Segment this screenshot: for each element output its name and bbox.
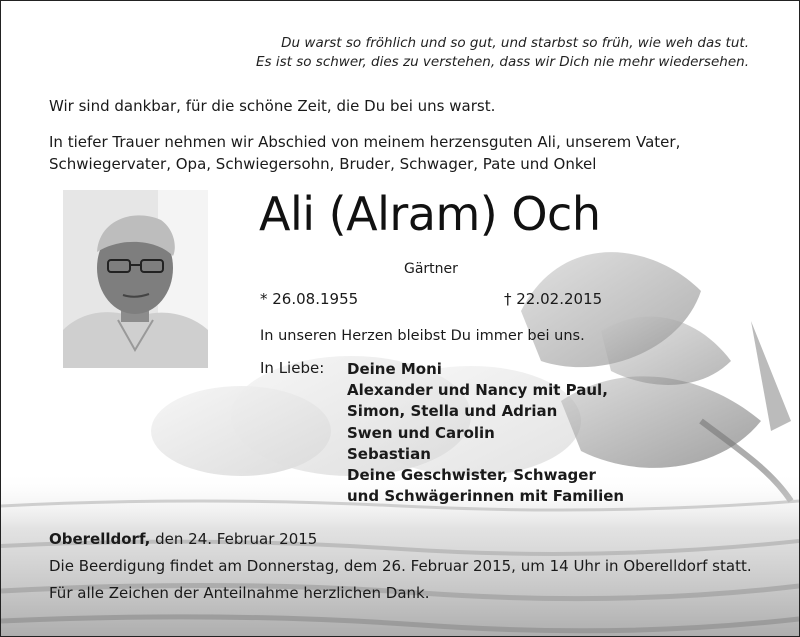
date: den 24. Februar 2015 xyxy=(150,530,318,548)
mourner-line: Alexander und Nancy mit Paul, xyxy=(347,381,608,400)
place: Oberelldorf, xyxy=(49,530,151,548)
mourner-line: Sebastian xyxy=(347,444,431,463)
occupation: Gärtner xyxy=(404,261,458,277)
place-date-line xyxy=(49,526,752,553)
quote-line-1: Du warst so fröhlich und so gut, und starbst so früh, wie weh das tut. xyxy=(281,35,749,51)
mourners-label: In Liebe: xyxy=(260,359,325,377)
funeral-info: Die Beerdigung findet am Donnerstag, dem 26. Februar 2015, um 14 Uhr in Oberelldorf statt. xyxy=(49,557,752,575)
mourner-line: Simon, Stella und Adrian xyxy=(347,402,558,421)
mourner-line: und Schwägerinnen mit Familien xyxy=(347,487,625,506)
quote xyxy=(256,34,749,72)
birth-date: * 26.08.1955 xyxy=(260,290,359,308)
footer xyxy=(49,526,752,607)
gratitude-text: Wir sind dankbar, für die schöne Zeit, die Du bei uns warst. xyxy=(49,97,496,115)
memory-line: In unseren Herzen bleibst Du immer bei uns. xyxy=(260,328,585,344)
portrait-photo xyxy=(63,190,208,368)
farewell-line-2: Schwiegervater, Opa, Schwiegersohn, Bruder, Schwager, Pate und Onkel xyxy=(49,155,597,173)
mourner-line: Deine Geschwister, Schwager xyxy=(347,466,596,485)
death-date: † 22.02.2015 xyxy=(504,290,603,308)
mourner-line: Deine Moni xyxy=(347,360,442,378)
quote-line-2: Es ist so schwer, dies zu verstehen, dass wir Dich nie mehr wiedersehen. xyxy=(255,54,749,70)
thanks-line: Für alle Zeichen der Anteilnahme herzlichen Dank. xyxy=(49,584,430,602)
farewell-text xyxy=(49,131,749,175)
deceased-name: Ali (Alram) Och xyxy=(259,187,601,241)
mourners-list xyxy=(347,359,624,507)
mourner-line: Swen und Carolin xyxy=(347,423,495,442)
farewell-line-1: In tiefer Trauer nehmen wir Abschied von meinem herzensguten Ali, unserem Vater, xyxy=(49,133,681,151)
